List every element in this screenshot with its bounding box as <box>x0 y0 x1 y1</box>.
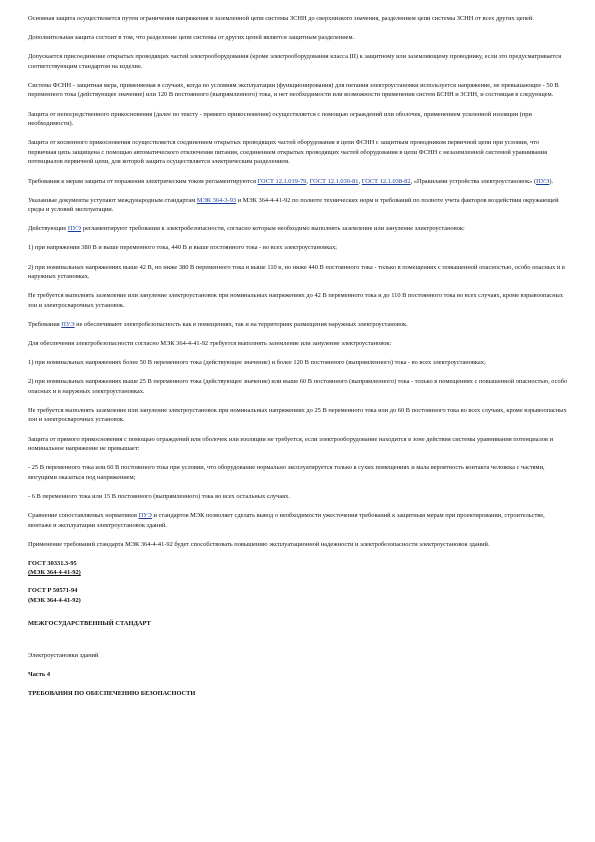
install-title: Электроустановки зданий <box>28 651 99 659</box>
paragraph-direct-protection-exempt: Защита от прямого прикосновения с помощью ограждений или оболочек или изоляции не требуется, если электрооборудование находится в зоне действия системы уравнивания потенциалов и номинальное напряжение не превышает: <box>28 435 554 453</box>
paragraph-not-required: Не требуется выполнять заземление или зануление электроустановок при номинальных напряжениях до 42 В переменного тока и до 110 В постоянного тока во всех случаях, кроме взрывоопасных зон и электросварочных установок. <box>28 292 564 309</box>
paragraph-pue-insufficient <box>28 320 568 330</box>
text: Действующие <box>28 225 68 233</box>
gost-12-1-019-link[interactable]: ГОСТ 12.1.019-79 <box>257 177 307 185</box>
document-page <box>28 14 568 708</box>
gost-12-1-038-link[interactable]: ГОСТ 12.1.038-82 <box>361 177 411 185</box>
paragraph-mek-comparison <box>28 196 568 215</box>
paragraph-direct-contact-protection: Защита от непосредственного прикосновения (далее по тексту - прямого прикосновения) осуществляется с помощью ограждений или оболочек, применением усиленной изоляции (при необходимости). <box>28 110 532 128</box>
paragraph-indirect-contact-protection: Защита от косвенного прикосновения осуществляется соединением открытых проводящих частей оборудования в цепи ФСНН с защитным проводником первичной цепи при условии, что первичная цепь защищена с помощью автоматического отключения питания, соединением открытых проводящих частей оборудования в цепи ФСНН с незаземленной системой уравнивания потенциалов первичной цепи, для которой защита осуществляется электрическим разделением. <box>28 139 548 166</box>
text: Требования <box>28 320 62 328</box>
paragraph-mek-item-2: 2) при номинальных напряжениях выше 25 В переменного тока (действующее значение) или выше 60 В постоянного (выпрямленного) тока - только в помещениях с повышенной опасностью, особо опасных и в наружных электроустановках. <box>28 378 568 395</box>
gost-r-50571-mek: (МЭК 364-4-41-92) <box>28 596 81 604</box>
paragraph-item-2: 2) при номинальных напряжениях выше 42 В, но ниже 380 В переменного тока и выше 110 в, но ниже 440 В постоянного тока - только в помещениях с повышенной опасностью, особо опасных и в наружных установках. <box>28 263 565 281</box>
paragraph-mek-not-required: Не требуется выполнять заземление или зануление электроустановок при номинальных напряжениях до 25 В переменного тока или до 60 В постоянного тока во всех случаях, кроме взрывоопасных зон и электросварочных установок. <box>28 406 567 424</box>
paragraph-additional-protection: Дополнительная защита состоит в том, что разделение цепи системы от других цепей является защитным разделением. <box>28 34 355 42</box>
gost-r-50571-number: ГОСТ Р 50571-94 <box>28 586 78 594</box>
pue-link[interactable]: ПУЭ <box>138 512 152 519</box>
paragraph-item-1: 1) при напряжении 380 В и выше переменного тока, 440 В и выше постоянного тока - во всех электроустановках; <box>28 244 337 252</box>
paragraph-fsnn-system: Система ФСНН - защитная мера, применяемая в случаях, когда по условиям эксплуатации (функционирования) для питания электроустановки используется напряжение, не превышающее - 50 В переменного тока (действующее значение) или 120 В постоянного (выпрямленного) тока, и нет необходимости или возможности применения систем БСНН и ЗСНН, и состоящая в следующем. <box>28 81 559 99</box>
gost-30331-number: ГОСТ 30331.3-95 <box>28 559 77 567</box>
paragraph-pue-regulation <box>28 224 568 234</box>
text: регламентируют требования к электробезопасности, согласно которым необходимо выполнять заземление или зануление электроустановок: <box>81 225 465 233</box>
paragraph-mek-requirements: Для обеспечения электробезопасности согласно МЭК 364-4-41-92 требуется выполнять заземление или зануление электроустановок: <box>28 339 392 347</box>
paragraph-connection-allowed: Допускается присоединение открытых проводящих частей электрооборудования (кроме электрооборудования класса III) к защитному или заземляющему проводнику, если это предусматривается соответствующим стандартом на изделие. <box>28 53 562 70</box>
text: Указанные документы уступают международным стандартам <box>28 196 197 204</box>
separator: , <box>306 177 310 185</box>
text: , «Правилами устройства электроустановок» ( <box>410 177 537 185</box>
paragraph-dash-item-1: - 25 В переменного тока или 60 В постоянного тока при условии, что оборудование нормально эксплуатируется только в сухих помещениях и мала вероятность контакта человека с частями, могущими оказаться под напряжением; <box>28 464 545 481</box>
text: Требования к мерам защиты от поражения электрическим током регламентируются <box>28 177 258 185</box>
paragraph-dash-item-2: - 6 В переменного тока или 15 В постоянного (выпрямленного) тока во всех остальных случаях. <box>28 492 290 500</box>
separator: , <box>358 177 362 185</box>
gost-30331-block <box>28 559 568 578</box>
pue-link[interactable]: ПУЭ <box>67 225 82 233</box>
pue-link[interactable]: ПУЭ <box>61 320 75 328</box>
text: Сравнение сопоставляемых нормативов <box>28 512 139 519</box>
text: и стандартов МЭК позволяет сделать вывод о необходимости ужесточения требований к защитным мерам при проектировании, строительстве, монтаже и эксплуатации электроустановок зданий. <box>28 512 545 529</box>
requirements-title: ТРЕБОВАНИЯ ПО ОБЕСПЕЧЕНИЮ БЕЗОПАСНОСТИ <box>28 689 196 697</box>
gost-30331-mek: (МЭК 364-4-41-92) <box>28 569 81 577</box>
part-number: Часть 4 <box>28 670 51 678</box>
text: и МЭК 364-4-41-92 по полноте технических норм и требований по полноте учета факторов воздействия окружающей среды и условий эксплуатации. <box>28 196 559 214</box>
gost-r-50571-block <box>28 586 568 605</box>
paragraph-final: Применение требований стандарта МЭК 364-4-41-92 будет способствовать повышению эксплуатационной надежности и электробезопасности электроустановок зданий. <box>28 540 490 548</box>
gost-12-1-030-link[interactable]: ГОСТ 12.1.030-81 <box>309 177 359 185</box>
text: ). <box>549 177 554 185</box>
pue-link[interactable]: ПУЭ <box>536 177 550 185</box>
paragraph-requirements <box>28 177 568 187</box>
standard-title: МЕЖГОСУДАРСТВЕННЫЙ СТАНДАРТ <box>28 620 151 628</box>
text: не обеспечивают электробезопасность как в помещениях, так и на территориях размещения наружных электроустановок. <box>74 320 408 328</box>
mek-364-3-93-link[interactable]: МЭК 364-3-93 <box>196 196 237 204</box>
paragraph-comparison-conclusion <box>28 511 568 530</box>
paragraph-mek-item-1: 1) при номинальных напряжениях более 50 В переменного тока (действующее значение) и более 120 В постоянного (выпрямленного) тока - во всех электроустановках; <box>28 359 486 367</box>
paragraph-basic-protection: Основная защита осуществляется путем ограничения напряжения в заземленной цепи системы ЗСНН до сверхнизкого значения, разделением цепи системы ЗСНН от всех других цепей. <box>28 15 534 22</box>
